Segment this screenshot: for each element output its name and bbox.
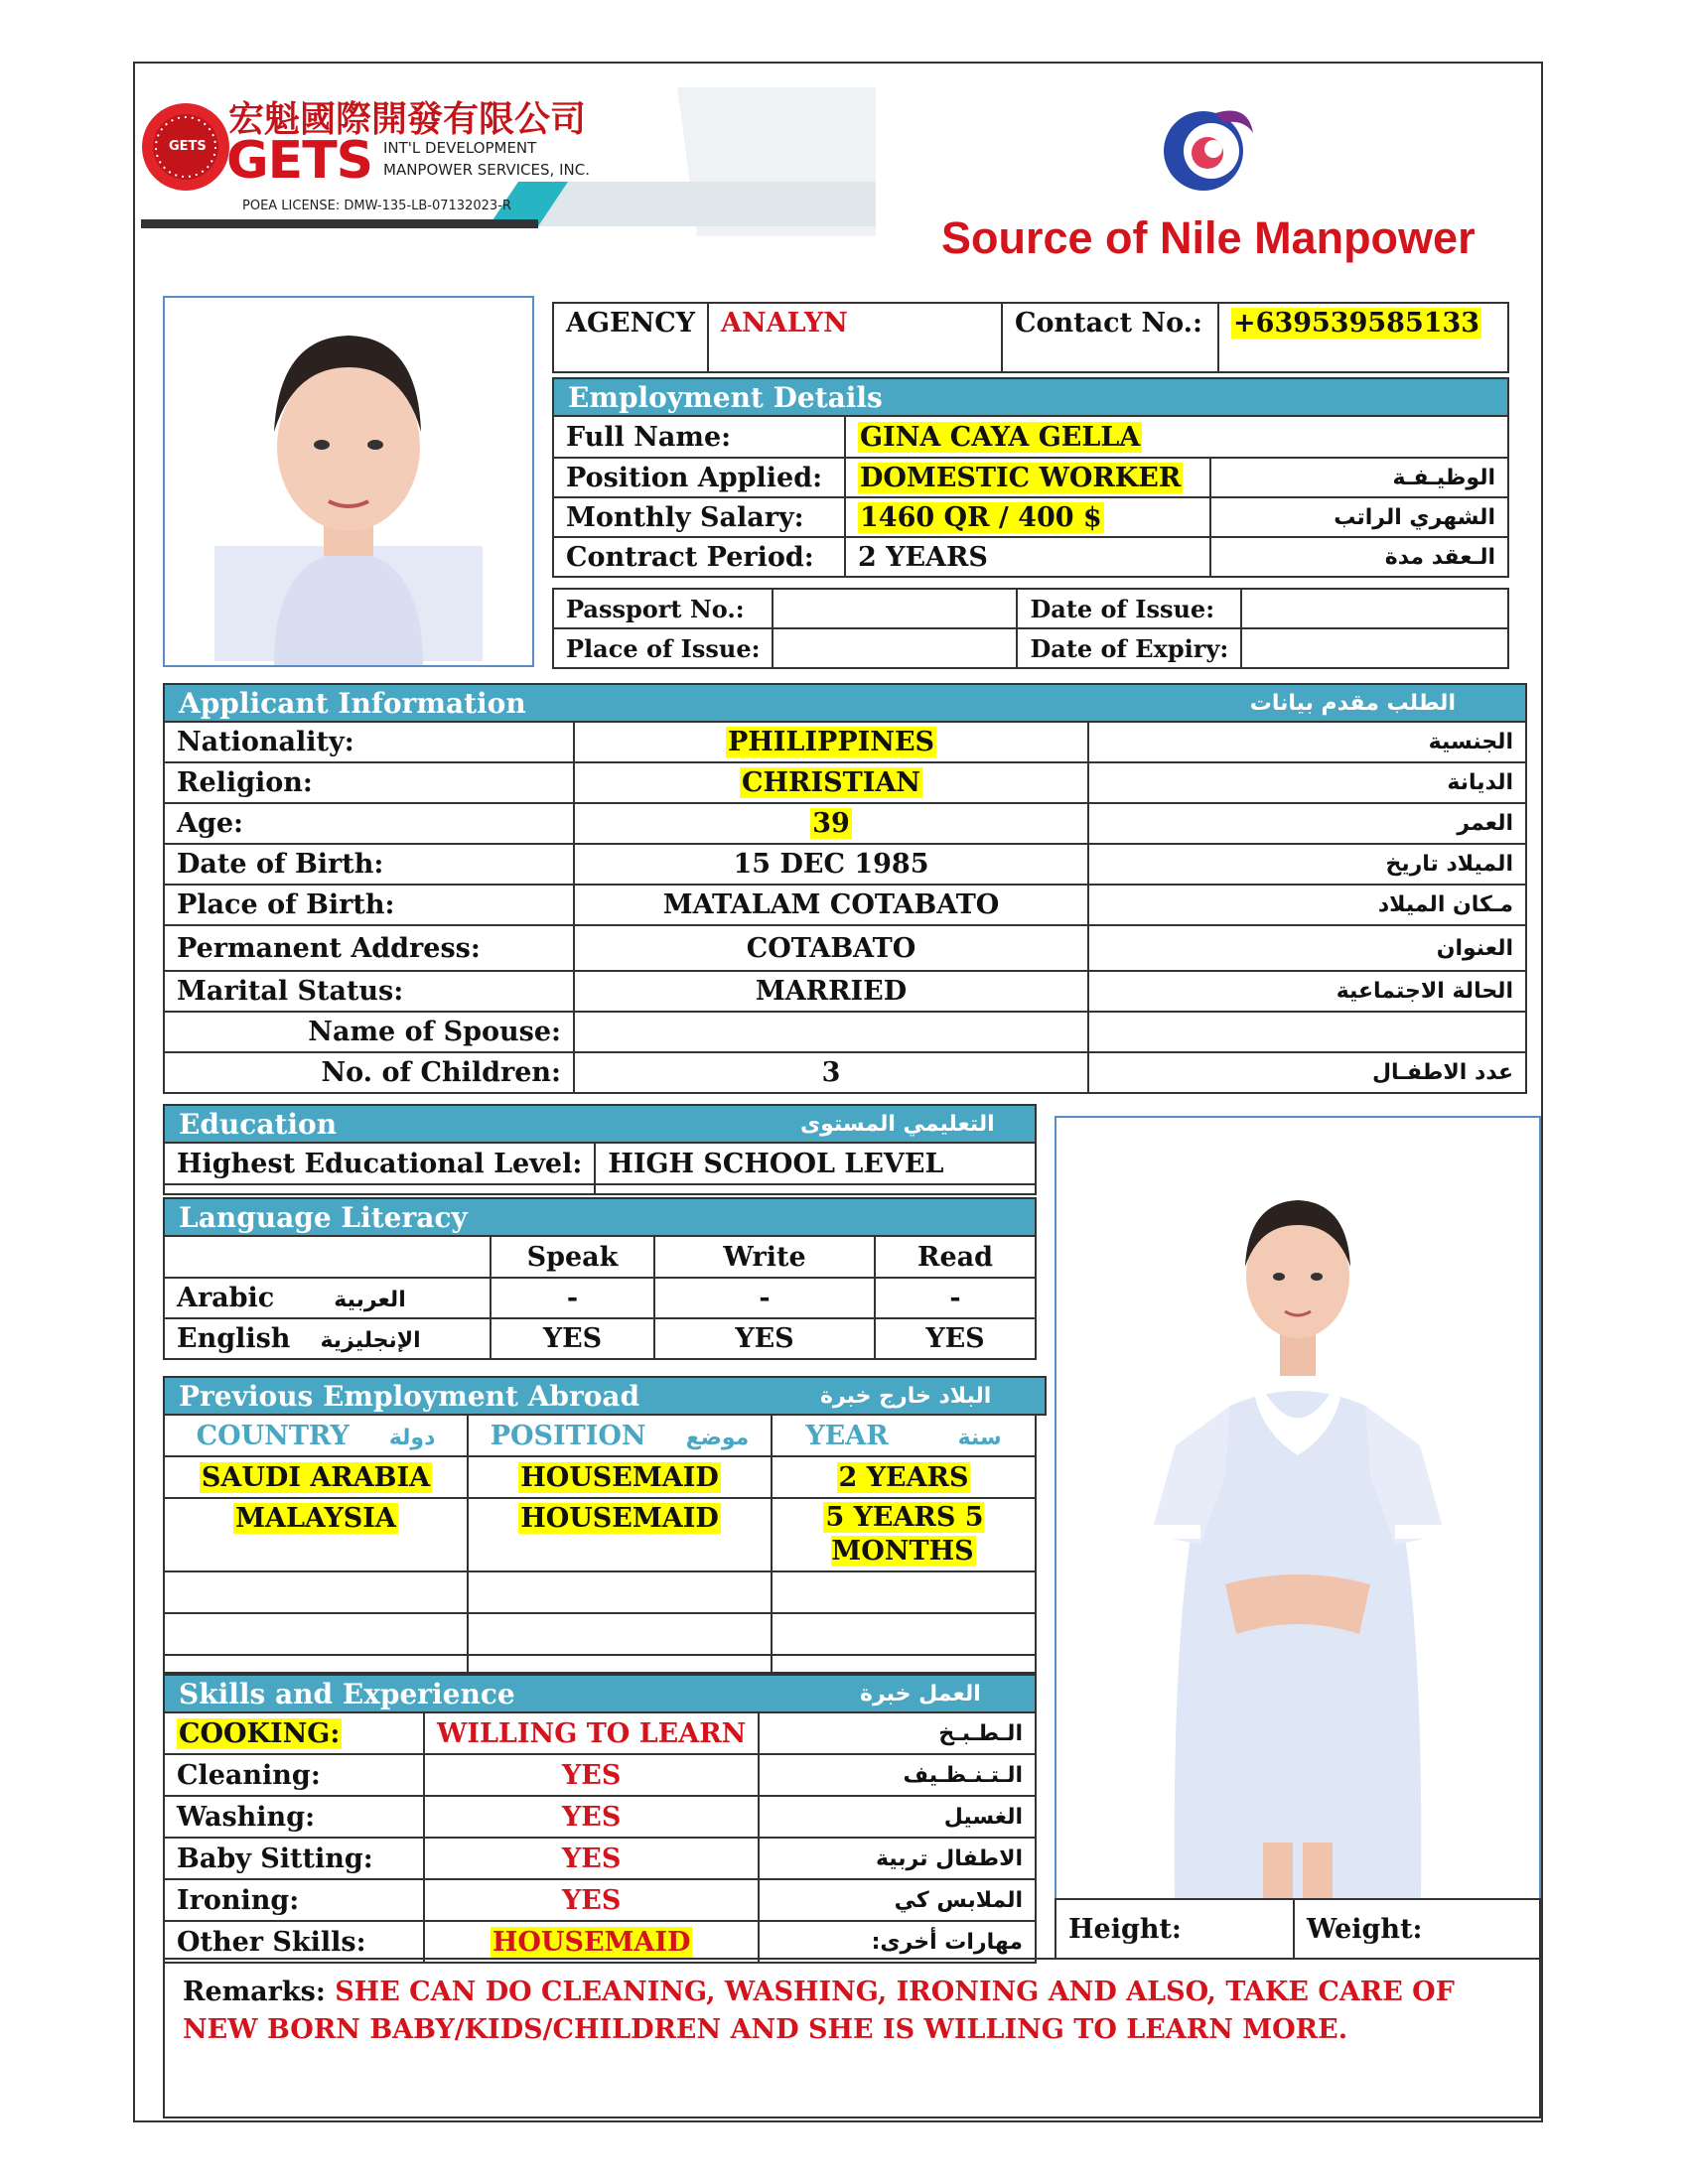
- skill-washing-value: YES: [424, 1796, 759, 1838]
- nationality-label: Nationality:: [164, 722, 574, 762]
- skill-cooking-value: WILLING TO LEARN: [424, 1712, 759, 1754]
- language-title: Language Literacy: [179, 1201, 468, 1234]
- education-label: Highest Educational Level:: [164, 1143, 595, 1184]
- applicant-row-address: [164, 925, 1526, 971]
- applicant-table: [163, 721, 1527, 1094]
- marital-value: MARRIED: [574, 971, 1088, 1012]
- education-header: [163, 1104, 1037, 1144]
- contract-value: 2 YEARS: [845, 537, 1210, 577]
- weight-label: Weight:: [1294, 1899, 1540, 1959]
- prev-country-1-text: SAUDI ARABIA: [201, 1461, 431, 1493]
- nationality-value: [574, 722, 1088, 762]
- position-header-ar: موضع: [685, 1425, 750, 1450]
- applicant-row-age: [164, 803, 1526, 844]
- applicant-full-body-photo: [1055, 1116, 1541, 1900]
- skill-other-value-text: HOUSEMAID: [492, 1926, 691, 1958]
- prev-position-1-text: HOUSEMAID: [520, 1461, 719, 1493]
- marital-ar: الحالة الاجتماعية: [1088, 971, 1526, 1012]
- gets-logo: [141, 87, 876, 236]
- skill-ironing-label: Ironing:: [164, 1879, 424, 1921]
- speak-header: Speak: [491, 1236, 654, 1278]
- salary-text: 1460 QR / 400 $: [860, 501, 1102, 533]
- date-of-expiry-label: Date of Expiry:: [1017, 628, 1241, 668]
- skill-cooking-label-text: COOKING:: [179, 1717, 341, 1749]
- skill-cleaning-ar: الـتـنـظـيف: [759, 1754, 1036, 1796]
- year-header: [772, 1415, 1036, 1456]
- agency-value: ANALYN: [708, 303, 1002, 372]
- remarks-label: Remarks:: [183, 1977, 326, 2007]
- position-text: DOMESTIC WORKER: [860, 462, 1182, 493]
- prev-position-1: [468, 1456, 772, 1498]
- contact-value: [1218, 303, 1508, 372]
- prev-country-1: [164, 1456, 468, 1498]
- previous-row: [164, 1498, 1036, 1571]
- employment-details-title: Employment Details: [568, 381, 883, 414]
- skills-title-ar: العمل خبرة: [860, 1682, 981, 1706]
- skill-cooking-ar: الـطـبـخ: [759, 1712, 1036, 1754]
- applicant-info-title: Applicant Information: [179, 687, 526, 720]
- read-header: Read: [875, 1236, 1036, 1278]
- contact-label: Contact No.:: [1002, 303, 1218, 372]
- education-table: [163, 1142, 1037, 1195]
- education-title: Education: [179, 1108, 338, 1141]
- gets-chinese-name: 宏魁國際開發有限公司: [228, 99, 587, 140]
- gets-license: POEA LICENSE: DMW-135-LB-07132023-R: [242, 199, 511, 213]
- skill-babysitting-ar: الاطفال تربية: [759, 1838, 1036, 1879]
- age-ar: العمر: [1088, 803, 1526, 844]
- prev-year-2-text: 5 YEARS 5 MONTHS: [825, 1502, 984, 1567]
- address-ar: العنوان: [1088, 925, 1526, 971]
- prev-country-2-text: MALAYSIA: [235, 1503, 396, 1534]
- arabic-read: -: [875, 1278, 1036, 1318]
- spouse-value: [574, 1012, 1088, 1052]
- full-name-text: GINA CAYA GELLA: [860, 421, 1141, 453]
- skill-cleaning-label: Cleaning:: [164, 1754, 424, 1796]
- nile-logo-icon: [1154, 93, 1263, 203]
- height-label: Height:: [1055, 1899, 1294, 1959]
- date-of-expiry-value: [1241, 628, 1508, 668]
- children-ar: عدد الاطفـال: [1088, 1052, 1526, 1093]
- skill-ironing-value: YES: [424, 1879, 759, 1921]
- salary-ar: الشهري الراتب: [1210, 497, 1508, 537]
- language-header-blank: [164, 1236, 491, 1278]
- employment-table: [552, 415, 1509, 578]
- pob-label: Place of Birth:: [164, 885, 574, 925]
- children-label: No. of Children:: [164, 1052, 574, 1093]
- english-label-ar: الإنجليزية: [320, 1328, 421, 1353]
- contact-value-text: +639539585133: [1233, 308, 1480, 339]
- arabic-write: -: [654, 1278, 875, 1318]
- applicant-row-spouse: [164, 1012, 1526, 1052]
- prev-empty-cell: [164, 1571, 468, 1613]
- salary-value: [845, 497, 1210, 537]
- applicant-row-religion: [164, 762, 1526, 803]
- dob-label: Date of Birth:: [164, 844, 574, 885]
- date-of-issue-value: [1241, 589, 1508, 628]
- country-header: [164, 1415, 468, 1456]
- dob-value: 15 DEC 1985: [574, 844, 1088, 885]
- year-header-ar: سنة: [957, 1425, 1002, 1450]
- remarks-text: SHE CAN DO CLEANING, WASHING, IRONING AND ALSO, TAKE CARE OF NEW BORN BABY/KIDS/CHILDREN AND SHE IS WILLING TO LEARN MORE.: [183, 1977, 1455, 2045]
- age-value: [574, 803, 1088, 844]
- religion-text: CHRISTIAN: [742, 767, 920, 798]
- prev-position-2: [468, 1498, 772, 1571]
- applicant-info-title-ar: الطلب مقدم بيانات: [1249, 691, 1456, 716]
- gets-sub1: INT'L DEVELOPMENT: [383, 139, 537, 157]
- previous-employment-table: [163, 1414, 1037, 1674]
- religion-value: [574, 762, 1088, 803]
- prev-year-1: [772, 1456, 1036, 1498]
- skill-row: [164, 1838, 1036, 1879]
- prev-empty-cell: [772, 1655, 1036, 1673]
- skill-row: [164, 1921, 1036, 1963]
- language-header: [163, 1197, 1037, 1237]
- agency-label: AGENCY: [553, 303, 708, 372]
- english-label: English: [177, 1323, 291, 1354]
- education-value: HIGH SCHOOL LEVEL: [595, 1143, 1036, 1184]
- skill-other-ar: مهارات أخرى:: [759, 1921, 1036, 1963]
- salary-label: Monthly Salary:: [553, 497, 845, 537]
- language-table: [163, 1235, 1037, 1360]
- applicant-row-nationality: [164, 722, 1526, 762]
- passport-no-value: [773, 589, 1017, 628]
- prev-empty-cell: [772, 1571, 1036, 1613]
- skills-title: Skills and Experience: [179, 1678, 515, 1710]
- skill-row: [164, 1712, 1036, 1754]
- prev-empty-cell: [164, 1655, 468, 1673]
- skill-babysitting-label: Baby Sitting:: [164, 1838, 424, 1879]
- arabic-label-ar: العربية: [334, 1288, 406, 1312]
- english-label-cell: [164, 1318, 491, 1359]
- skill-row: [164, 1879, 1036, 1921]
- skill-babysitting-value: YES: [424, 1838, 759, 1879]
- passport-no-label: Passport No.:: [553, 589, 773, 628]
- skill-row: [164, 1796, 1036, 1838]
- agency-table: [552, 302, 1509, 373]
- gets-badge: GETS: [169, 139, 207, 154]
- address-label: Permanent Address:: [164, 925, 574, 971]
- children-value: 3: [574, 1052, 1088, 1093]
- applicant-row-dob: [164, 844, 1526, 885]
- education-spacer-2: [595, 1184, 1036, 1194]
- employment-details-header: [552, 377, 1509, 417]
- language-row-english: [164, 1318, 1036, 1359]
- prev-empty-cell: [468, 1655, 772, 1673]
- address-value: COTABATO: [574, 925, 1088, 971]
- spouse-label: Name of Spouse:: [164, 1012, 574, 1052]
- religion-label: Religion:: [164, 762, 574, 803]
- applicant-info-header: [163, 683, 1527, 723]
- pob-ar: مـكان الميلاد: [1088, 885, 1526, 925]
- previous-employment-header: [163, 1376, 1047, 1416]
- gets-name: GETS: [226, 131, 373, 191]
- remarks-box: [163, 1958, 1541, 2118]
- skills-header: [163, 1674, 1037, 1713]
- skill-washing-label: Washing:: [164, 1796, 424, 1838]
- position-label: Position Applied:: [553, 458, 845, 497]
- english-read: YES: [875, 1318, 1036, 1359]
- prev-year-1-text: 2 YEARS: [838, 1461, 969, 1493]
- previous-employment-title: Previous Employment Abroad: [179, 1380, 640, 1413]
- prev-empty-cell: [468, 1613, 772, 1655]
- position-value: [845, 458, 1210, 497]
- skill-ironing-ar: الملابس كي: [759, 1879, 1036, 1921]
- applicant-row-pob: [164, 885, 1526, 925]
- prev-year-2: [772, 1498, 1036, 1571]
- country-header-text: COUNTRY: [196, 1420, 350, 1451]
- gets-sub2: MANPOWER SERVICES, INC.: [383, 161, 590, 179]
- prev-empty-cell: [164, 1613, 468, 1655]
- contract-label: Contract Period:: [553, 537, 845, 577]
- prev-country-2: [164, 1498, 468, 1571]
- applicant-portrait-photo: [163, 296, 534, 667]
- arabic-speak: -: [491, 1278, 654, 1318]
- skill-cooking-label: [164, 1712, 424, 1754]
- year-header-text: YEAR: [805, 1420, 889, 1451]
- pob-value: MATALAM COTABATO: [574, 885, 1088, 925]
- previous-employment-title-ar: البلاد خارج خبرة: [820, 1384, 992, 1409]
- write-header: Write: [654, 1236, 875, 1278]
- position-header: [468, 1415, 772, 1456]
- dob-ar: الميلاد تاريخ: [1088, 844, 1526, 885]
- religion-ar: الديانة: [1088, 762, 1526, 803]
- marital-label: Marital Status:: [164, 971, 574, 1012]
- skill-row: [164, 1754, 1036, 1796]
- skill-washing-ar: الغسيل: [759, 1796, 1036, 1838]
- education-spacer-1: [164, 1184, 595, 1194]
- arabic-label-cell: [164, 1278, 491, 1318]
- passport-table: [552, 588, 1509, 669]
- skill-other-label: Other Skills:: [164, 1921, 424, 1963]
- prev-position-2-text: HOUSEMAID: [520, 1503, 719, 1534]
- arabic-label: Arabic: [177, 1283, 275, 1313]
- nationality-ar: الجنسية: [1088, 722, 1526, 762]
- nile-title: Source of Nile Manpower: [941, 212, 1476, 263]
- contract-ar: الـعقد مدة: [1210, 537, 1508, 577]
- education-title-ar: التعليمي المستوى: [800, 1112, 995, 1137]
- prev-empty-cell: [772, 1613, 1036, 1655]
- place-of-issue-label: Place of Issue:: [553, 628, 773, 668]
- skills-table: [163, 1711, 1037, 1964]
- date-of-issue-label: Date of Issue:: [1017, 589, 1241, 628]
- full-name-label: Full Name:: [553, 416, 845, 458]
- english-write: YES: [654, 1318, 875, 1359]
- applicant-row-marital: [164, 971, 1526, 1012]
- english-speak: YES: [491, 1318, 654, 1359]
- measurements-table: [1055, 1898, 1541, 1960]
- language-row-arabic: [164, 1278, 1036, 1318]
- spouse-ar: [1088, 1012, 1526, 1052]
- age-text: 39: [812, 808, 850, 839]
- skill-cleaning-value: YES: [424, 1754, 759, 1796]
- applicant-row-children: [164, 1052, 1526, 1093]
- nationality-text: PHILIPPINES: [727, 727, 935, 757]
- position-header-text: POSITION: [490, 1420, 646, 1451]
- prev-empty-cell: [468, 1571, 772, 1613]
- previous-row: [164, 1456, 1036, 1498]
- position-ar: الوظيـفـة: [1210, 458, 1508, 497]
- full-name-value: [845, 416, 1508, 458]
- country-header-ar: دولة: [388, 1425, 436, 1450]
- place-of-issue-value: [773, 628, 1017, 668]
- skill-other-value: [424, 1921, 759, 1963]
- age-label: Age:: [164, 803, 574, 844]
